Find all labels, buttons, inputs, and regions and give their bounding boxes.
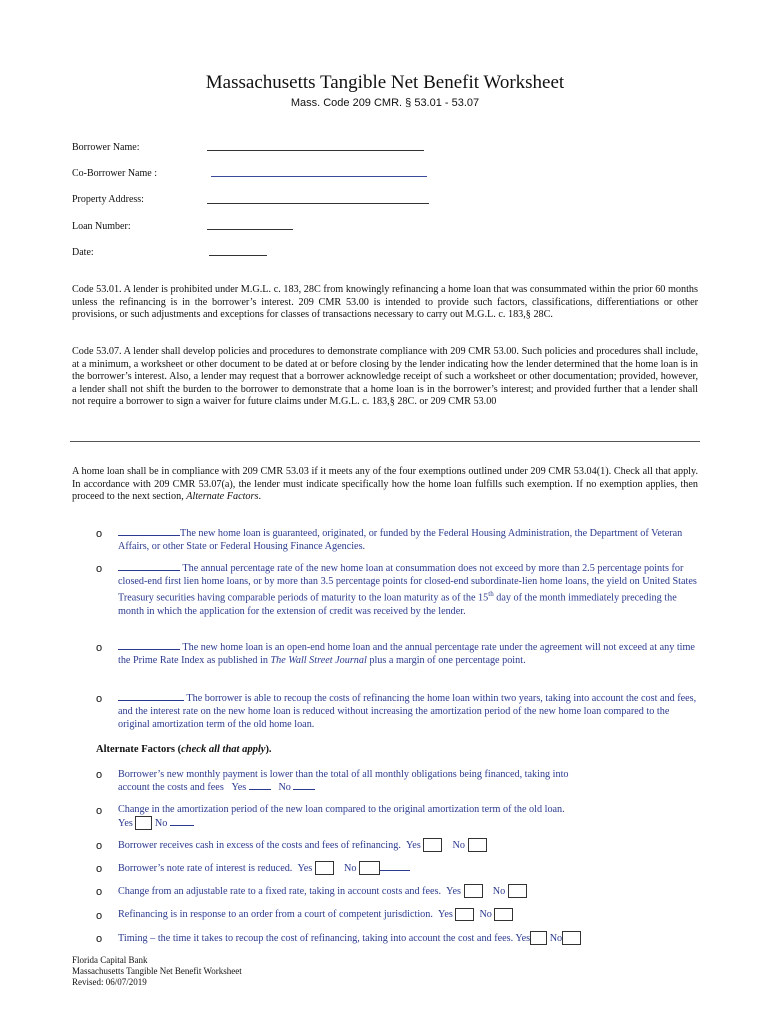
bullet: o bbox=[96, 693, 103, 705]
exemption-item-1: The new home loan is guaranteed, originated, or funded by the Federal Housing Administration, the Department of Veteran Affairs, or other State or Federal Housing Finance Agencies. bbox=[118, 528, 683, 553]
alternate-item-6: Refinancing is in response to an order from a court of competent jurisdiction. Yes No bbox=[118, 908, 513, 921]
page-title: Massachusetts Tangible Net Benefit Worksheet bbox=[205, 72, 565, 93]
yes-checkbox[interactable] bbox=[249, 789, 271, 790]
footer-form-name: Massachusetts Tangible Net Benefit Worksheet bbox=[72, 966, 242, 976]
property-address-field[interactable] bbox=[207, 203, 429, 204]
exemption-item-2: The annual percentage rate of the new home loan at consummation does not exceed by more than 2.5 percentage points for closed-end first lien home loans, or by more than 3.5 percentage points for closed-end subordinate-lien home loans, the yield on United States Treasury securities having comparable periods of maturity to the loan maturity as of the 15th day of the month immediately preceding the month in which the application for the extension of credit was received by the lender. bbox=[118, 563, 697, 617]
exemption-item-4: The borrower is able to recoup the costs of refinancing the home loan within two years, taking into account the cost and fees, and the interest rate on the new home loan is reduced without increasing the amortization period of the new home loan compared to the original amortization term of the old home loan. bbox=[118, 693, 697, 731]
exemption-3-blank[interactable] bbox=[118, 649, 180, 650]
yes-checkbox[interactable] bbox=[423, 838, 442, 852]
yes-checkbox[interactable] bbox=[530, 931, 547, 945]
alternate-item-2: Change in the amortization period of the new loan compared to the original amortization term of the old loan. Yes No bbox=[118, 804, 565, 829]
loan-number-field[interactable] bbox=[207, 229, 293, 230]
alternate-item-3: Borrower receives cash in excess of the costs and fees of refinancing. Yes No bbox=[118, 838, 487, 852]
no-checkbox[interactable] bbox=[293, 789, 315, 790]
yes-checkbox[interactable] bbox=[464, 884, 483, 898]
alternate-item-5: Change from an adjustable rate to a fixed rate, taking in account costs and fees. Yes No bbox=[118, 884, 527, 898]
yes-checkbox[interactable] bbox=[315, 861, 334, 875]
bullet: o bbox=[96, 910, 103, 922]
borrower-name-field[interactable] bbox=[207, 150, 424, 151]
property-address-label: Property Address: bbox=[72, 194, 144, 205]
no-checkbox[interactable] bbox=[494, 908, 513, 921]
co-borrower-name-field[interactable] bbox=[211, 176, 427, 177]
footer bbox=[72, 955, 242, 988]
exemptions-intro: A home loan shall be in compliance with 209 CMR 53.03 if it meets any of the four exemptions outlined under 209 CMR 53.04(1). Check all that apply. In accordance with 209 CMR 53.07(a), the lender must indicate specifically how the home loan fulfills such exemption. If no exemption applies, then proceed to the next section, Alternate Factors. bbox=[72, 466, 698, 503]
bullet: o bbox=[96, 642, 103, 654]
alternate-item-4: Borrower’s note rate of interest is reduced. Yes No bbox=[118, 861, 410, 875]
bullet: o bbox=[96, 563, 103, 575]
page-subtitle: Mass. Code 209 CMR. § 53.01 - 53.07 bbox=[290, 97, 480, 109]
no-checkbox[interactable] bbox=[359, 861, 380, 875]
bullet: o bbox=[96, 933, 103, 945]
code-53-01-paragraph: Code 53.01. A lender is prohibited under M.G.L. c. 183, 28C from knowingly refinancing a home loan that was consummated within the prior 60 months unless the refinancing is in the borrower’s interest. 209 CMR 53.00 is intended to provide such factors, classifications, differentiations or other provisions, or such adjustments and exceptions for classes of transactions necessary to carry out M.G.L. c. 183,§ 28C. bbox=[72, 284, 698, 321]
no-underline bbox=[380, 870, 410, 871]
borrower-name-label: Borrower Name: bbox=[72, 142, 140, 153]
bullet: o bbox=[96, 886, 103, 898]
no-checkbox[interactable] bbox=[468, 838, 487, 852]
bullet: o bbox=[96, 840, 103, 852]
footer-revised-date: Revised: 06/07/2019 bbox=[72, 977, 147, 987]
bullet: o bbox=[96, 805, 103, 817]
yes-checkbox[interactable] bbox=[455, 908, 474, 921]
no-checkbox[interactable] bbox=[508, 884, 527, 898]
date-field[interactable] bbox=[209, 255, 267, 256]
bullet: o bbox=[96, 863, 103, 875]
no-checkbox[interactable] bbox=[562, 931, 581, 945]
exemption-2-blank[interactable] bbox=[118, 570, 180, 571]
exemption-4-blank[interactable] bbox=[118, 700, 184, 701]
code-53-07-paragraph: Code 53.07. A lender shall develop policies and procedures to demonstrate compliance with 209 CMR 53.00. Such policies and procedures shall include, at a minimum, a worksheet or other document to be dated at or before closing by the lender indicating how the lender determined that the home loan is in the borrower’s interest. Also, a lender may request that a borrower acknowledge receipt of such a worksheet or other documentation; provided, however, a lender shall not shift the burden to the borrower to demonstrate that a home loan is in the borrower’s interest; and provided further that a lender shall not require a borrower to sign a waiver for future claims under M.G.L. c. 183,§ 28C. or 209 CMR 53.00 bbox=[72, 346, 698, 408]
alternate-factors-heading: Alternate Factors (check all that apply). bbox=[96, 744, 272, 755]
bullet: o bbox=[96, 528, 103, 540]
loan-number-label: Loan Number: bbox=[72, 221, 131, 232]
co-borrower-name-label: Co-Borrower Name : bbox=[72, 168, 157, 179]
section-divider bbox=[70, 441, 700, 442]
bullet: o bbox=[96, 769, 103, 781]
no-checkbox[interactable] bbox=[170, 825, 194, 826]
date-label: Date: bbox=[72, 247, 94, 258]
exemption-1-blank[interactable] bbox=[118, 535, 180, 536]
exemption-item-3: The new home loan is an open-end home loan and the annual percentage rate under the agreement will not exceed at any time the Prime Rate Index as published in The Wall Street Journal plus a margin of one percentage point. bbox=[118, 642, 695, 667]
footer-bank-name: Florida Capital Bank bbox=[72, 955, 148, 965]
alternate-item-7: Timing – the time it takes to recoup the cost of refinancing, taking into account the cost and fees. Yes No bbox=[118, 931, 581, 945]
yes-checkbox[interactable] bbox=[135, 816, 152, 830]
alternate-item-1: Borrower’s new monthly payment is lower than the total of all monthly obligations being financed, taking into account the costs and fees Yes No bbox=[118, 769, 569, 794]
